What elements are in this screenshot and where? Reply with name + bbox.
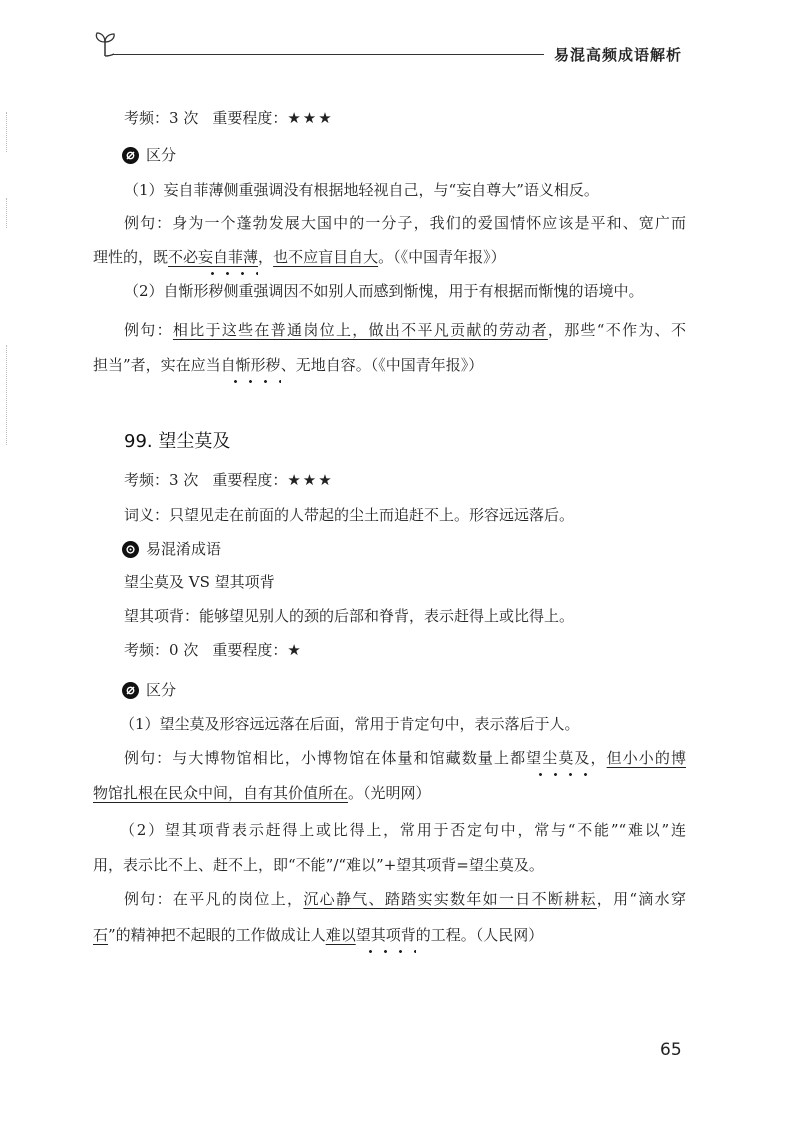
- binding-marks: [6, 112, 10, 152]
- example-sentence: 石”的精神把不起眼的工作做成让人难以望其项背的工程。（人民网）: [93, 926, 544, 944]
- example-sentence: 例句：身为一个蓬勃发展大国中的一分子，我们的爱国情怀应该是平和、宽广而: [124, 214, 686, 232]
- example-sentence: 例句：与大博物馆相比，小博物馆在体量和馆藏数量上都望尘莫及，但小小的博: [124, 749, 686, 767]
- confusable-icon: [122, 541, 139, 558]
- importance-stars: ★★★: [287, 471, 334, 489]
- distinguish-icon: [122, 147, 139, 164]
- frequency-line: 考频：3 次 重要程度：★★★: [124, 471, 334, 489]
- importance-stars: ★: [287, 641, 303, 659]
- importance-stars: ★★★: [287, 109, 334, 127]
- distinguish-point: （1）望尘莫及形容远远落在后面，常用于肯定句中，表示落后于人。: [120, 715, 580, 733]
- meaning-line: 词义：只望见走在前面的人带起的尘土而追赶不上。形容远远落后。: [124, 506, 575, 524]
- frequency-line: 考频：0 次 重要程度：★: [124, 641, 303, 659]
- page-number: 65: [660, 1040, 682, 1060]
- example-sentence: 理性的，既不必妄自菲薄，也不应盲目自大。（《中国青年报》）: [93, 248, 506, 266]
- distinguish-point: 用，表示比不上、赶不上，即“不能”/“难以”+望其项背=望尘莫及。: [93, 856, 544, 874]
- example-sentence: 担当”者，实在应当自惭形秽、无地自容。（《中国青年报》）: [93, 356, 484, 374]
- binding-marks: [6, 198, 10, 228]
- entry-title: 99. 望尘莫及: [124, 431, 231, 452]
- distinguish-heading: 区分: [122, 145, 176, 165]
- example-sentence: 物馆扎根在民众中间，自有其价值所在。（光明网）: [93, 784, 431, 802]
- running-header: 易混高频成语解析: [554, 46, 683, 64]
- distinguish-point: （2）自惭形秽侧重强调因不如别人而感到惭愧，用于有根据而惭愧的语境中。: [124, 282, 644, 300]
- distinguish-heading: 区分: [122, 680, 176, 700]
- example-sentence: 例句：在平凡的岗位上，沉心静气、踏踏实实数年如一日不断耕耘，用“滴水穿: [124, 890, 686, 908]
- confusable-heading: 易混淆成语: [122, 539, 221, 559]
- distinguish-point: （1）妄自菲薄侧重强调没有根据地轻视自己，与“妄自尊大”语义相反。: [124, 181, 599, 199]
- related-meaning: 望其项背：能够望见别人的颈的后部和脊背，表示赶得上或比得上。: [124, 607, 575, 625]
- example-sentence: 例句：相比于这些在普通岗位上，做出不平凡贡献的劳动者，那些“不作为、不: [124, 321, 686, 339]
- binding-marks: [6, 345, 10, 445]
- versus-line: 望尘莫及 VS 望其项背: [124, 573, 275, 591]
- distinguish-icon: [122, 682, 139, 699]
- header-rule: [112, 54, 544, 55]
- frequency-line: 考频：3 次 重要程度：★★★: [124, 109, 334, 127]
- distinguish-point: （2）望其项背表示赶得上或比得上，常用于否定句中，常与“不能”“难以”连: [120, 821, 686, 839]
